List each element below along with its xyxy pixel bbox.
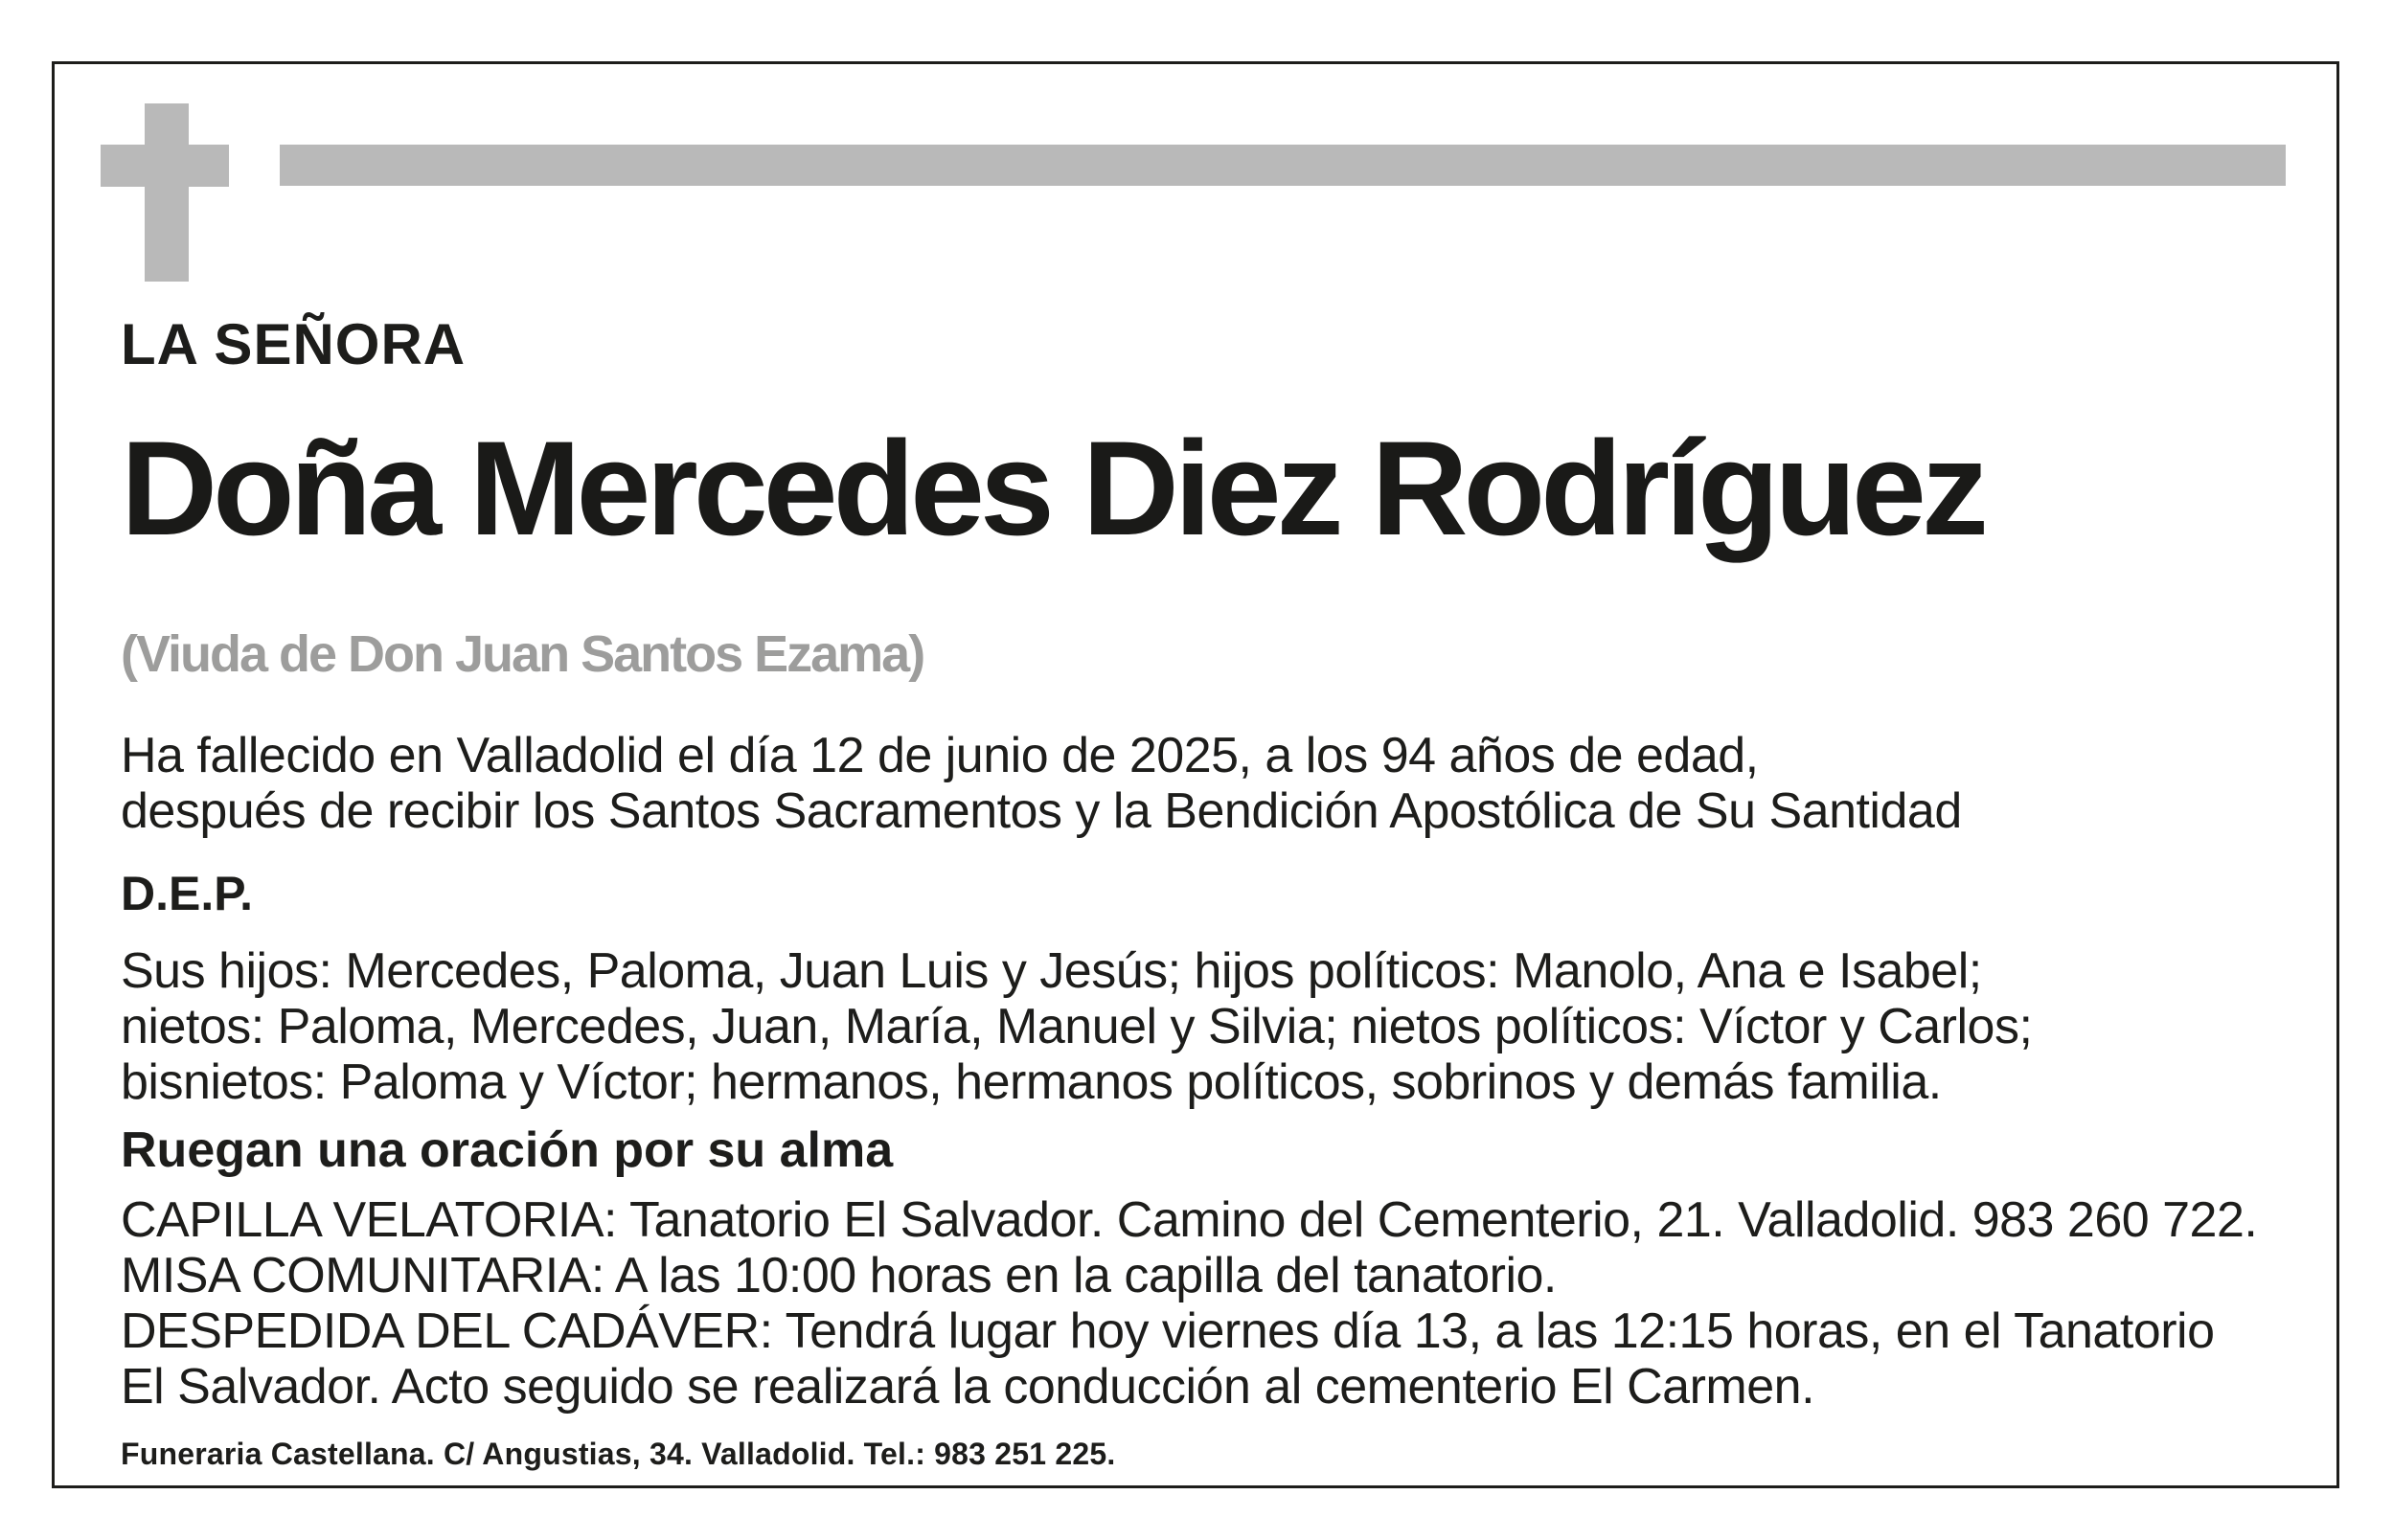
- prayer-heading: Ruegan una oración por su alma: [121, 1122, 894, 1178]
- cross-icon-arm: [101, 145, 229, 187]
- death-line: Ha fallecido en Valladolid el día 12 de junio de 2025, a los 94 años de edad,: [121, 728, 1759, 783]
- service-line: MISA COMUNITARIA: A las 10:00 horas en la capilla del tanatorio.: [121, 1248, 1557, 1303]
- header-rule: [280, 145, 2286, 186]
- family-line: Sus hijos: Mercedes, Paloma, Juan Luis y Jesús; hijos políticos: Manolo, Ana e Isabel;: [121, 943, 1982, 999]
- service-line: DESPEDIDA DEL CADÁVER: Tendrá lugar hoy viernes día 13, a las 12:15 horas, en el Tanatorio: [121, 1303, 2215, 1359]
- cross-icon: [145, 103, 189, 282]
- service-line: CAPILLA VELATORIA: Tanatorio El Salvador. Camino del Cementerio, 21. Valladolid. 983 260 722.: [121, 1192, 2258, 1248]
- rip-label: D.E.P.: [121, 867, 254, 920]
- widow-line: (Viuda de Don Juan Santos Ezama): [121, 625, 924, 683]
- family-line: nietos: Paloma, Mercedes, Juan, María, Manuel y Silvia; nietos políticos: Víctor y Carlos;: [121, 999, 2033, 1054]
- funeral-home-footer: Funeraria Castellana. C/ Angustias, 34. Valladolid. Tel.: 983 251 225.: [121, 1437, 1116, 1471]
- honorific: LA SEÑORA: [121, 312, 467, 376]
- service-line: El Salvador. Acto seguido se realizará la conducción al cementerio El Carmen.: [121, 1359, 1815, 1415]
- death-line: después de recibir los Santos Sacramentos y la Bendición Apostólica de Su Santidad: [121, 783, 1962, 839]
- family-line: bisnietos: Paloma y Víctor; hermanos, hermanos políticos, sobrinos y demás familia.: [121, 1054, 1942, 1110]
- deceased-name: Doña Mercedes Diez Rodríguez: [121, 413, 1984, 563]
